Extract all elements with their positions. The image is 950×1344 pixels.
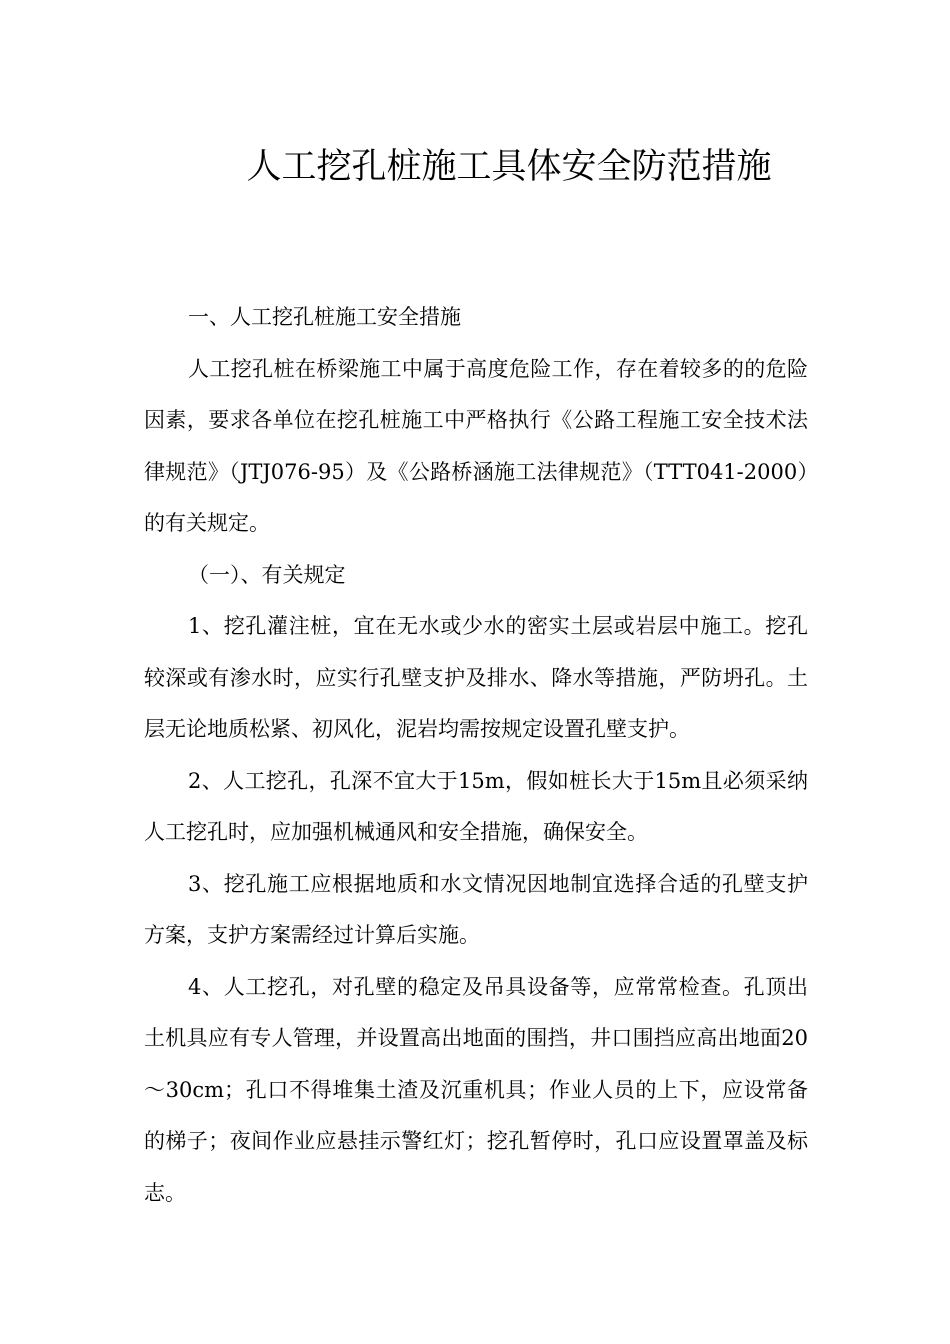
rule-paragraph-2: 2、人工挖孔，孔深不宜大于15m，假如桩长大于15m且必须采纳人工挖孔时，应加强机械通风和安全措施，确保安全。 — [144, 768, 808, 844]
rule-paragraph-1: 1、挖孔灌注桩，宜在无水或少水的密实土层或岩层中施工。挖孔较深或有渗水时，应实行孔壁支护及排水、降水等措施，严防坍孔。土层无论地质松紧、初风化，泥岩均需按规定设置孔壁支护。 — [144, 614, 808, 741]
subsection-heading: （一）、有关规定 — [188, 562, 346, 587]
document-body — [144, 292, 808, 1219]
rule-paragraph-3: 3、挖孔施工应根据地质和水文情况因地制宜选择合适的孔壁支护方案，支护方案需经过计算后实施。 — [144, 871, 808, 947]
rule-paragraph-4: 4、人工挖孔，对孔壁的稳定及吊具设备等，应常常检查。孔顶出土机具应有专人管理，并设置高出地面的围挡，井口围挡应高出地面20～30cm；孔口不得堆集土渣及沉重机具；作业人员的上下，应设常备的梯子；夜间作业应悬挂示警红灯；挖孔暂停时，孔口应设置罩盖及标志。 — [144, 974, 808, 1205]
intro-paragraph: 人工挖孔桩在桥梁施工中属于高度危险工作，存在着较多的的危险因素，要求各单位在挖孔桩施工中严格执行《公路工程施工安全技术法律规范》（JTJ076-95）及《公路桥涵施工法律规范》（TTT041-2000）的有关规定。 — [144, 356, 808, 535]
section-heading: 一、人工挖孔桩施工安全措施 — [188, 305, 461, 329]
document-title: 人工挖孔桩施工具体安全防范措施 — [246, 147, 772, 188]
